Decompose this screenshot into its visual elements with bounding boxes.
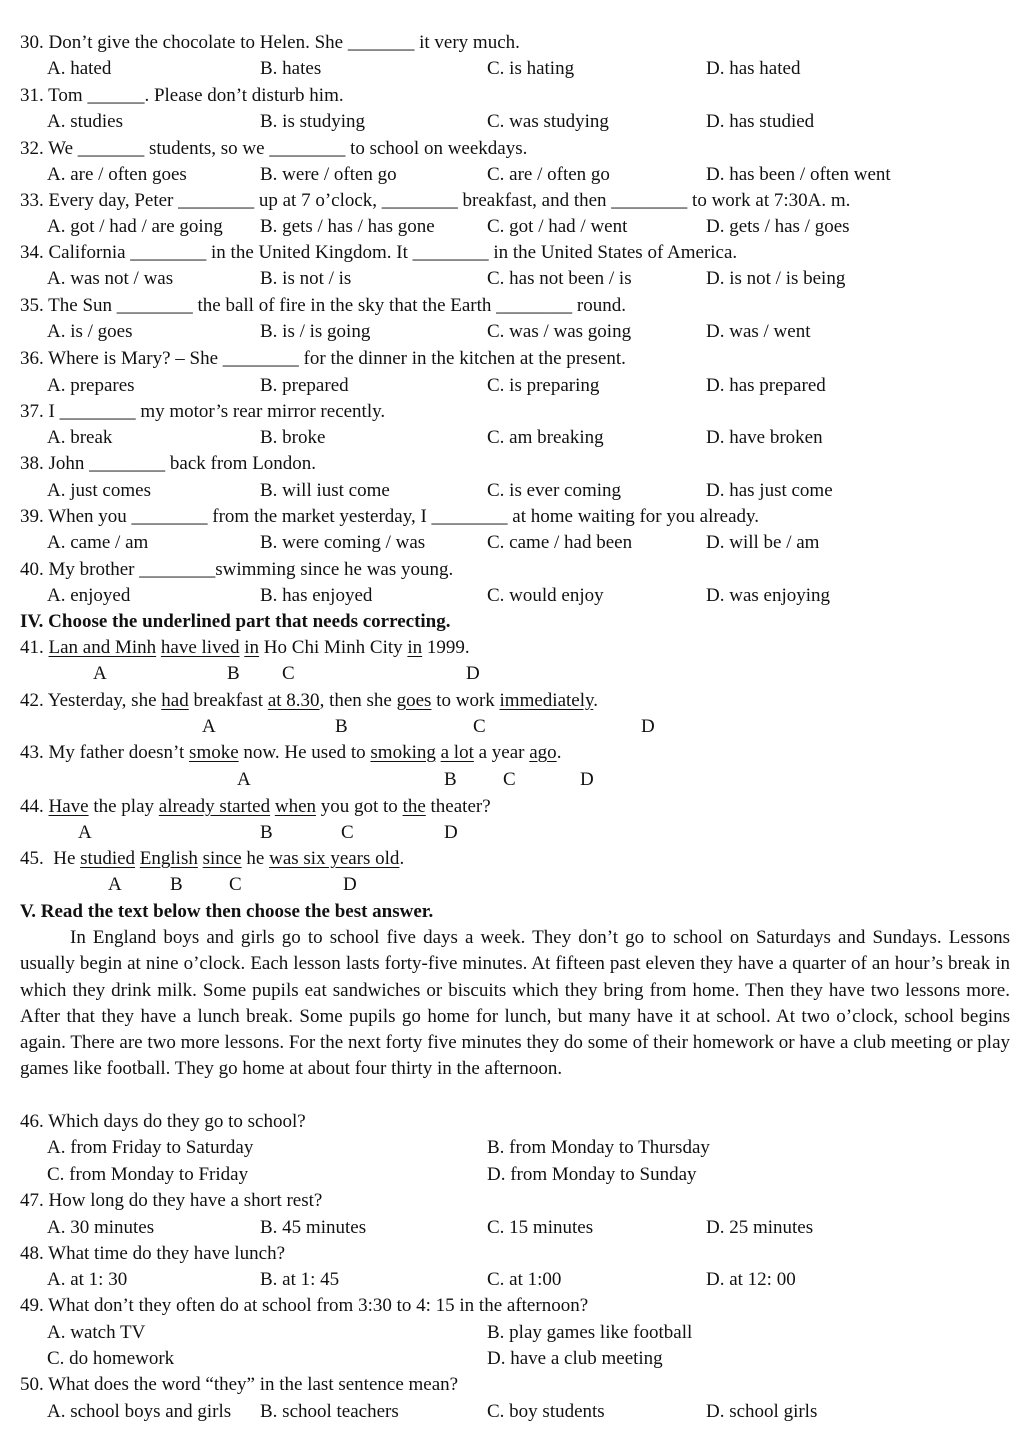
label-b: B (170, 874, 183, 895)
option-38-a[interactable]: A. just comes (47, 480, 151, 501)
option-47-d[interactable]: D. 25 minutes (706, 1217, 814, 1238)
question-38: 38. John ________ back from London. (20, 453, 317, 474)
label-a: A (202, 716, 216, 737)
label-c: C (341, 822, 354, 843)
option-32-c[interactable]: C. are / often go (487, 164, 610, 185)
option-37-b[interactable]: B. broke (260, 427, 326, 448)
question-31: 31. Tom ______. Please don’t disturb him. (20, 85, 344, 106)
label-c: C (503, 769, 516, 790)
option-33-c[interactable]: C. got / had / went (487, 216, 628, 237)
option-30-a[interactable]: A. hated (47, 58, 112, 79)
option-47-a[interactable]: A. 30 minutes (47, 1217, 155, 1238)
question-48: 48. What time do they have lunch? (20, 1243, 286, 1264)
option-34-b[interactable]: B. is not / is (260, 268, 352, 289)
label-d: D (444, 822, 458, 843)
label-c: C (473, 716, 486, 737)
option-36-c[interactable]: C. is preparing (487, 375, 600, 396)
underlined-part-c[interactable]: when (274, 796, 316, 817)
option-30-d[interactable]: D. has hated (706, 58, 801, 79)
option-34-a[interactable]: A. was not / was (47, 268, 174, 289)
underlined-part-c[interactable]: a lot (440, 742, 474, 763)
option-50-a[interactable]: A. school boys and girls (47, 1401, 232, 1422)
underlined-part-d[interactable]: was six years old (269, 848, 400, 869)
question-33: 33. Every day, Peter ________ up at 7 o’clock, ________ breakfast, and then ________ to work at 7:30A. m. (20, 190, 851, 211)
underlined-part-b[interactable]: at 8.30 (267, 690, 320, 711)
question-43: 43. My father doesn’t smoke now. He used to smoking a lot a year ago. (20, 742, 562, 763)
option-39-c[interactable]: C. came / had been (487, 532, 633, 553)
option-36-b[interactable]: B. prepared (260, 375, 349, 396)
underlined-part-a[interactable]: had (161, 690, 189, 711)
option-31-b[interactable]: B. is studying (260, 111, 366, 132)
label-d: D (343, 874, 357, 895)
option-35-c[interactable]: C. was / was going (487, 321, 632, 342)
option-32-b[interactable]: B. were / often go (260, 164, 397, 185)
question-41: 41. Lan and Minh have lived in Ho Chi Minh City in 1999. (20, 637, 470, 658)
option-36-d[interactable]: D. has prepared (706, 375, 826, 396)
label-a: A (78, 822, 92, 843)
option-49-c[interactable]: C. do homework (47, 1348, 175, 1369)
option-47-b[interactable]: B. 45 minutes (260, 1217, 367, 1238)
option-40-c[interactable]: C. would enjoy (487, 585, 604, 606)
option-48-b[interactable]: B. at 1: 45 (260, 1269, 340, 1290)
reading-passage: In England boys and girls go to school five days a week. They don’t go to school on Saturdays and Sundays. Lessons usually begin at nine o’clock. Each lesson lasts forty-five minutes. At fifteen past eleven they have a quarter of an hour’s break in which they drink milk. Some pupils eat sandwiches or biscuits which they bring from home. Then they have two lessons more. After that they have a lunch break. Some pupils go home for lunch, but many have it at school. At two o’clock, school begins again. There are two more lessons. For the next forty five minutes they do some of their homework or have a club meeting or play games like football. They go home at about four thirty in the afternoon. (20, 927, 1010, 1080)
option-31-d[interactable]: D. has studied (706, 111, 815, 132)
option-48-a[interactable]: A. at 1: 30 (47, 1269, 128, 1290)
label-b: B (335, 716, 348, 737)
underlined-part-c[interactable]: in (244, 637, 260, 658)
label-b: B (260, 822, 273, 843)
option-36-a[interactable]: A. prepares (47, 375, 135, 396)
label-a: A (93, 663, 107, 684)
option-34-c[interactable]: C. has not been / is (487, 268, 632, 289)
label-d: D (580, 769, 594, 790)
question-32: 32. We _______ students, so we ________ to school on weekdays. (20, 138, 528, 159)
option-37-d[interactable]: D. have broken (706, 427, 823, 448)
option-38-b[interactable]: B. will iust come (260, 480, 390, 501)
option-35-a[interactable]: A. is / goes (47, 321, 133, 342)
underlined-part-a[interactable]: Lan and Minh (48, 637, 157, 658)
section-v-heading: V. Read the text below then choose the best answer. (20, 901, 434, 922)
label-c: C (282, 663, 295, 684)
underlined-part-d[interactable]: the (402, 796, 426, 817)
question-49: 49. What don’t they often do at school from 3:30 to 4: 15 in the afternoon? (20, 1295, 589, 1316)
option-46-d[interactable]: D. from Monday to Sunday (487, 1164, 697, 1185)
question-30: 30. Don’t give the chocolate to Helen. She _______ it very much. (20, 32, 520, 53)
label-d: D (641, 716, 655, 737)
underlined-part-a[interactable]: studied (80, 848, 136, 869)
underlined-part-c[interactable]: since (202, 848, 242, 869)
option-34-d[interactable]: D. is not / is being (706, 268, 846, 289)
underlined-part-a[interactable]: Have (48, 796, 89, 817)
underlined-part-b[interactable]: already started (158, 796, 271, 817)
option-35-b[interactable]: B. is / is going (260, 321, 371, 342)
question-40: 40. My brother ________swimming since he was young. (20, 559, 454, 580)
option-31-a[interactable]: A. studies (47, 111, 123, 132)
option-50-b[interactable]: B. school teachers (260, 1401, 399, 1422)
label-a: A (237, 769, 251, 790)
label-d: D (466, 663, 480, 684)
option-32-a[interactable]: A. are / often goes (47, 164, 187, 185)
question-47: 47. How long do they have a short rest? (20, 1190, 323, 1211)
option-39-d[interactable]: D. will be / am (706, 532, 820, 553)
underlined-part-c[interactable]: goes (396, 690, 432, 711)
option-49-a[interactable]: A. watch TV (47, 1322, 146, 1343)
option-30-c[interactable]: C. is hating (487, 58, 575, 79)
underlined-part-b[interactable]: smoking (370, 742, 436, 763)
option-39-b[interactable]: B. were coming / was (260, 532, 426, 553)
option-38-c[interactable]: C. is ever coming (487, 480, 622, 501)
option-49-d[interactable]: D. have a club meeting (487, 1348, 663, 1369)
underlined-part-d[interactable]: ago (529, 742, 557, 763)
question-34: 34. California ________ in the United Kingdom. It ________ in the United States of America. (20, 242, 738, 263)
question-35: 35. The Sun ________ the ball of fire in the sky that the Earth ________ round. (20, 295, 626, 316)
option-49-b[interactable]: B. play games like football (487, 1322, 693, 1343)
option-37-a[interactable]: A. break (47, 427, 113, 448)
option-31-c[interactable]: C. was studying (487, 111, 609, 132)
option-33-b[interactable]: B. gets / has / has gone (260, 216, 435, 237)
option-50-d[interactable]: D. school girls (706, 1401, 818, 1422)
label-a: A (108, 874, 122, 895)
option-40-b[interactable]: B. has enjoyed (260, 585, 373, 606)
underlined-part-b[interactable]: have lived (160, 637, 240, 658)
option-32-d[interactable]: D. has been / often went (706, 164, 891, 185)
option-35-d[interactable]: D. was / went (706, 321, 811, 342)
question-45: 45. He studied English since he was six years old. (20, 848, 405, 869)
question-42: 42. Yesterday, she had breakfast at 8.30, then she goes to work immediately. (20, 690, 599, 711)
option-50-c[interactable]: C. boy students (487, 1401, 605, 1422)
label-b: B (444, 769, 457, 790)
question-37: 37. I ________ my motor’s rear mirror recently. (20, 401, 386, 422)
option-46-b[interactable]: B. from Monday to Thursday (487, 1137, 710, 1158)
option-46-c[interactable]: C. from Monday to Friday (47, 1164, 249, 1185)
question-46: 46. Which days do they go to school? (20, 1111, 306, 1132)
label-b: B (227, 663, 240, 684)
question-50: 50. What does the word “they” in the last sentence mean? (20, 1374, 459, 1395)
question-44: 44. Have the play already started when you got to the theater? (20, 796, 491, 817)
option-40-a[interactable]: A. enjoyed (47, 585, 131, 606)
option-38-d[interactable]: D. has just come (706, 480, 833, 501)
option-48-c[interactable]: C. at 1:00 (487, 1269, 562, 1290)
option-48-d[interactable]: D. at 12: 00 (706, 1269, 796, 1290)
option-37-c[interactable]: C. am breaking (487, 427, 604, 448)
label-c: C (229, 874, 242, 895)
option-46-a[interactable]: A. from Friday to Saturday (47, 1137, 254, 1158)
underlined-part-d[interactable]: in (407, 637, 423, 658)
underlined-part-d[interactable]: immediately (499, 690, 594, 711)
option-40-d[interactable]: D. was enjoying (706, 585, 831, 606)
section-iv-heading: IV. Choose the underlined part that needs correcting. (20, 611, 451, 632)
question-36: 36. Where is Mary? – She ________ for the dinner in the kitchen at the present. (20, 348, 626, 369)
underlined-part-b[interactable]: English (139, 848, 198, 869)
option-33-a[interactable]: A. got / had / are going (47, 216, 223, 237)
option-39-a[interactable]: A. came / am (47, 532, 149, 553)
underlined-part-a[interactable]: smoke (189, 742, 239, 763)
option-33-d[interactable]: D. gets / has / goes (706, 216, 850, 237)
option-30-b[interactable]: B. hates (260, 58, 322, 79)
question-39: 39. When you ________ from the market yesterday, I ________ at home waiting for you already. (20, 506, 760, 527)
option-47-c[interactable]: C. 15 minutes (487, 1217, 594, 1238)
